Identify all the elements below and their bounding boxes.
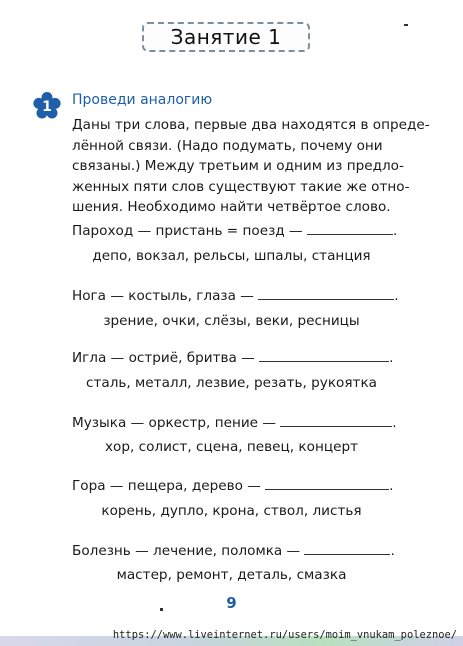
- lesson-title: Занятие 1: [170, 25, 282, 49]
- analogy-prompt-3: [72, 347, 393, 366]
- analogy-prompt-5: [72, 475, 393, 494]
- prompt-text: Пароход — пристань = поезд —: [72, 223, 303, 239]
- answer-options-3: сталь, металл, лезвие, резать, рукоятка: [85, 375, 378, 391]
- prompt-end: .: [392, 223, 398, 239]
- task-number-flower-icon: [33, 92, 61, 120]
- instruction-line: женных пяти слов существуют такие же отно-: [72, 178, 410, 195]
- answer-blank[interactable]: [259, 347, 389, 362]
- answer-blank[interactable]: [265, 475, 389, 490]
- answer-blank[interactable]: [258, 285, 394, 300]
- answer-options-1: депо, вокзал, рельсы, шпалы, станция: [92, 248, 371, 264]
- prompt-text: Гора — пещера, дерево —: [72, 478, 261, 494]
- instruction-line: связаны.) Между третьим и одним из предло-: [72, 158, 404, 174]
- task-title: Проведи аналогию: [72, 92, 213, 108]
- page-number: 9: [226, 594, 237, 612]
- prompt-end: .: [389, 350, 394, 366]
- prompt-end: .: [389, 478, 394, 494]
- analogy-prompt-2: [72, 285, 399, 304]
- prompt-end: .: [390, 543, 395, 559]
- instruction-line: Даны три слова, первые два находятся в опреде-: [72, 117, 430, 133]
- prompt-end: .: [392, 415, 397, 431]
- prompt-end: .: [394, 288, 399, 304]
- prompt-text: Игла — остриё, бритва —: [72, 350, 255, 366]
- task-instructions: [72, 115, 430, 218]
- answer-blank[interactable]: [307, 220, 393, 235]
- answer-options-2: зрение, очки, слёзы, веки, ресницы: [103, 313, 360, 329]
- prompt-text: Музыка — оркестр, пение —: [72, 415, 276, 431]
- task-number: 1: [42, 99, 52, 115]
- instruction-line: шения. Необходимо найти четвёртое слово.: [72, 199, 391, 215]
- answer-blank[interactable]: [280, 412, 392, 427]
- instruction-line: лённой связи. (Надо подумать, почему они: [72, 137, 383, 154]
- prompt-text: Нога — костыль, глаза —: [72, 288, 254, 304]
- answer-options-4: хор, солист, сцена, певец, концерт: [104, 439, 359, 455]
- lesson-title-box: [142, 22, 310, 52]
- answer-blank[interactable]: [304, 540, 390, 555]
- scan-speck: [404, 24, 408, 26]
- watermark-url: https://www.liveinternet.ru/users/moim_vnukam_poleznoe/: [112, 629, 457, 641]
- answer-options-5: корень, дупло, крона, ствол, листья: [101, 503, 362, 519]
- analogy-prompt-1: [72, 220, 397, 239]
- scan-speck: [160, 608, 163, 611]
- prompt-text: Болезнь — лечение, поломка —: [72, 543, 301, 559]
- analogy-prompt-6: [72, 540, 395, 559]
- answer-options-6: мастер, ремонт, деталь, смазка: [116, 567, 347, 583]
- analogy-prompt-4: [72, 412, 397, 431]
